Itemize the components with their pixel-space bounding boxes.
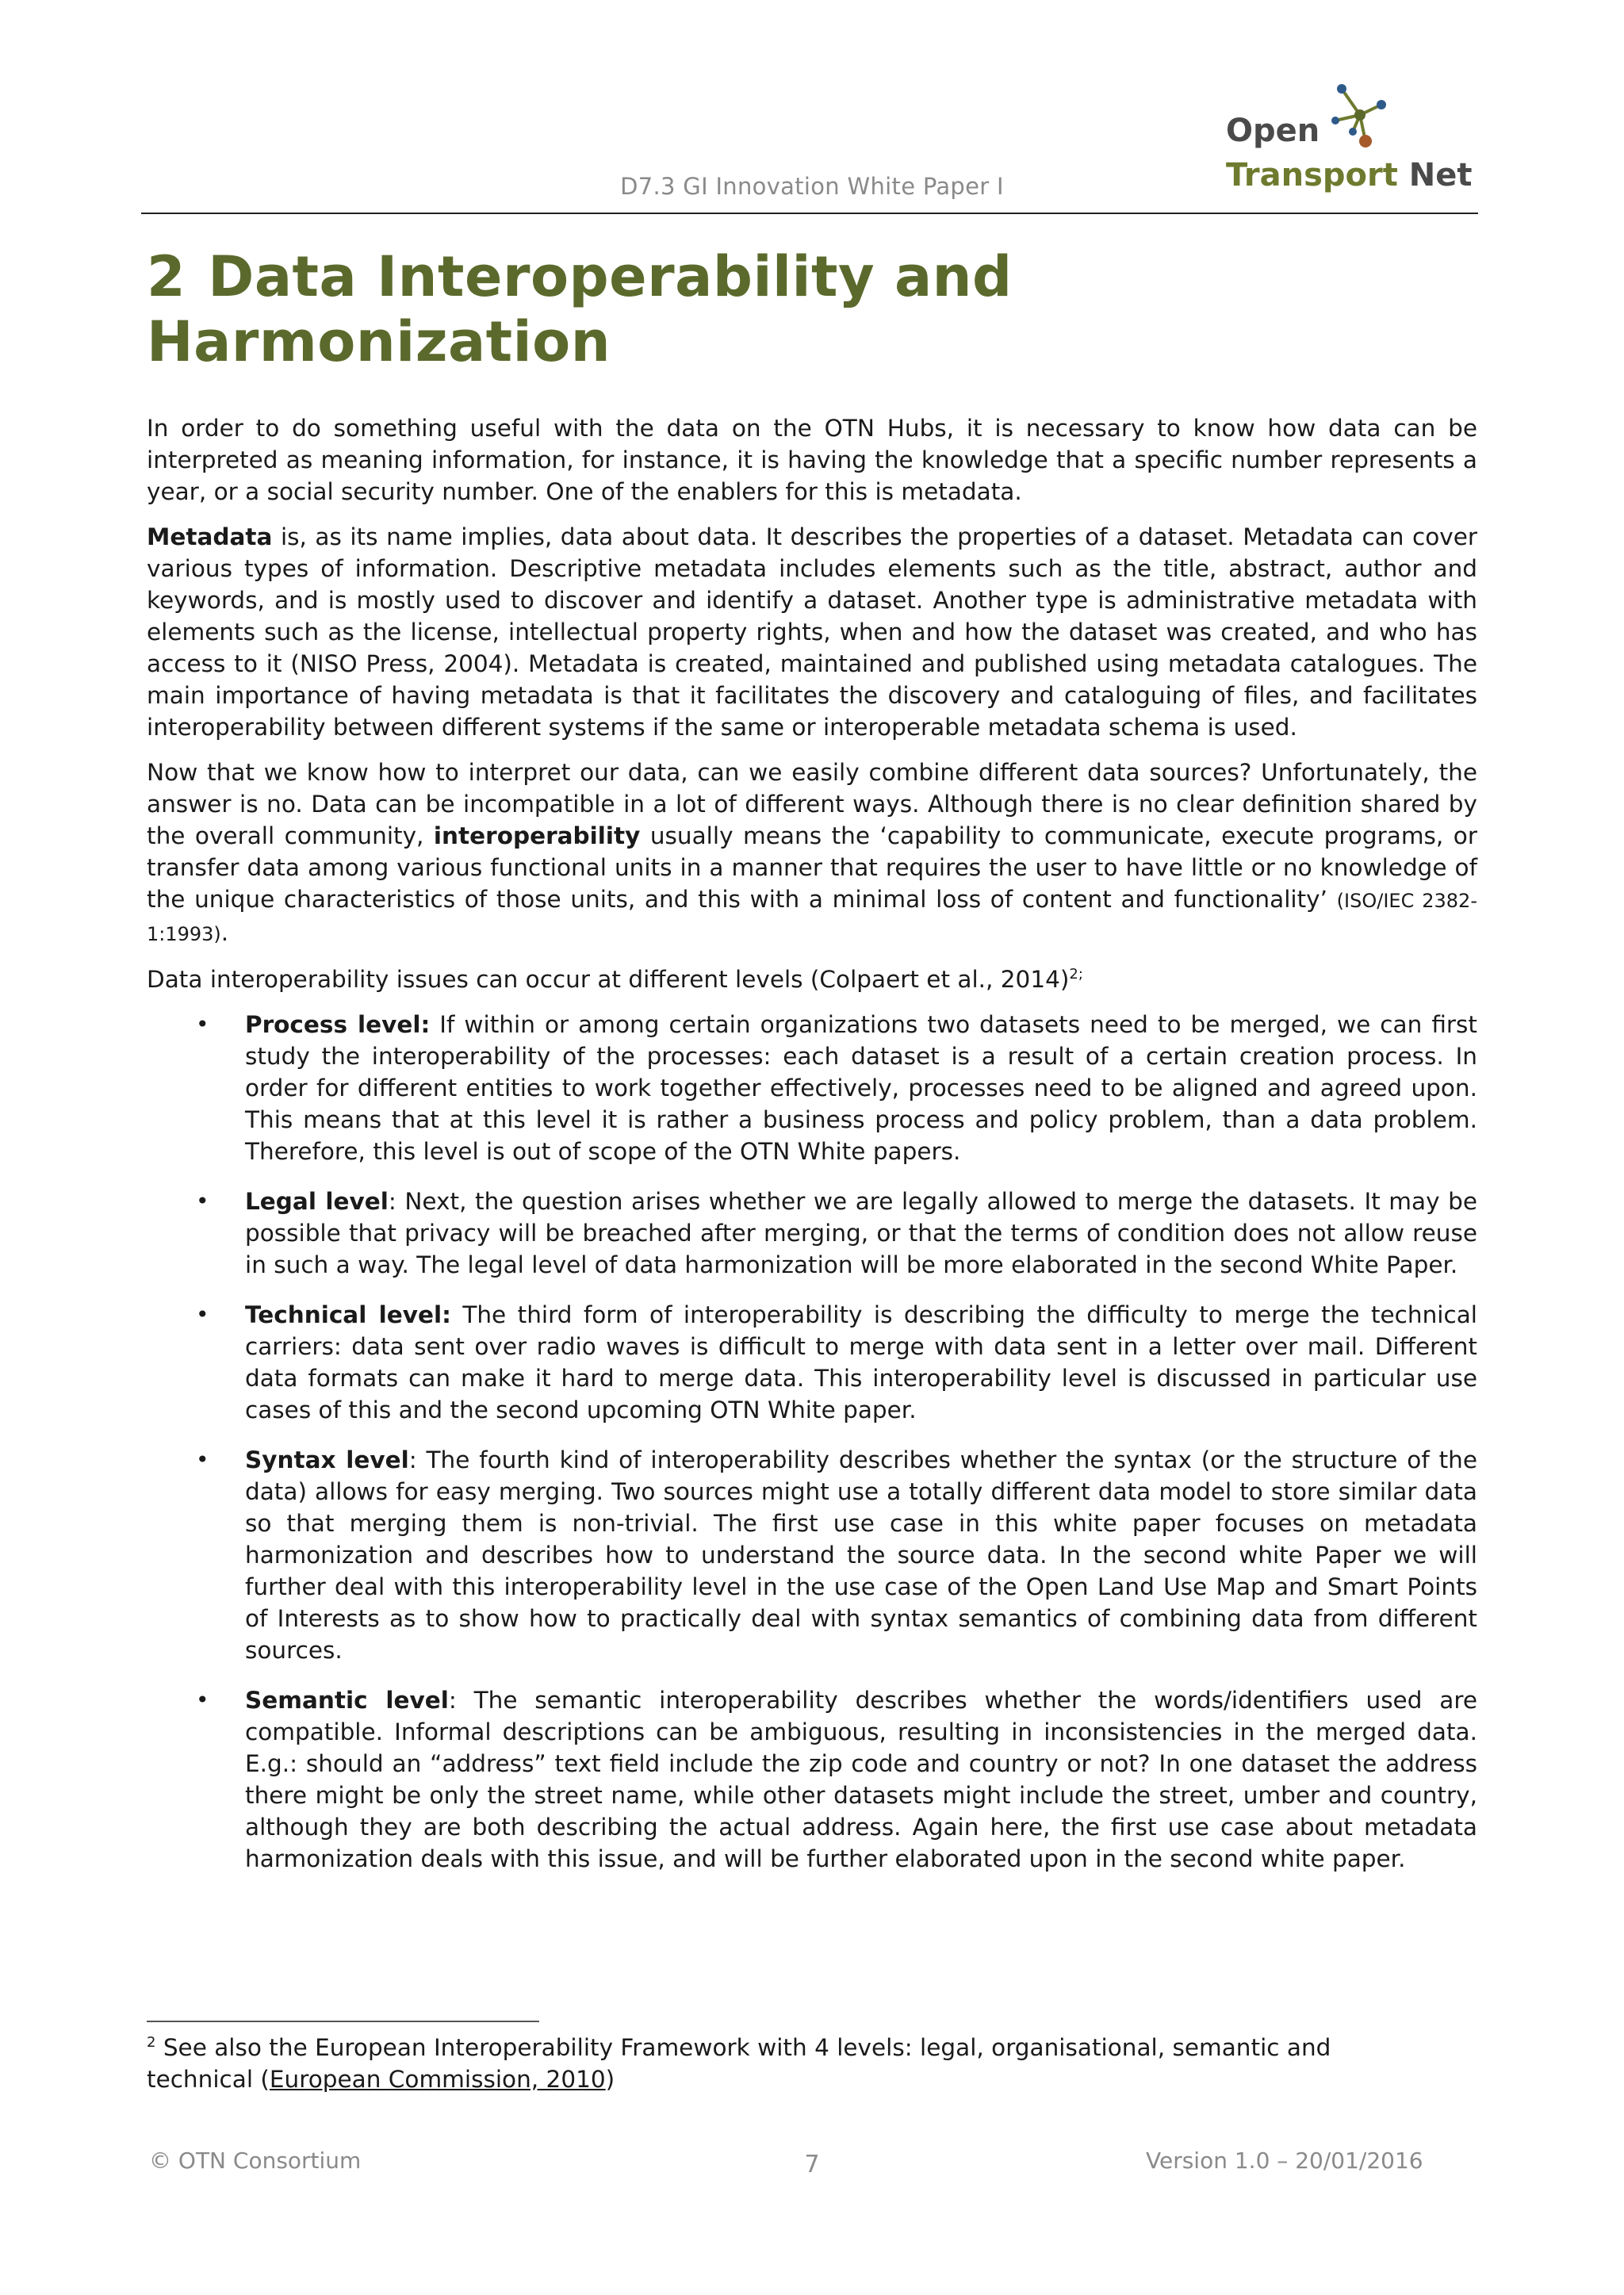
level-term: Semantic level xyxy=(245,1687,449,1714)
list-item-legal-level xyxy=(147,1186,1477,1281)
level-text: If within or among certain organizations two datasets need to be merged, we can first study the interoperability of the processes: each dataset is a result of a certain creation process. In order for different entities to work together effectively, processes need to be aligned and agreed upon. This means that at this level it is rather a business process and policy problem, than a data problem. Therefore, this level is out of scope of the OTN White papers. xyxy=(245,1011,1477,1165)
network-logo-icon xyxy=(1324,79,1396,155)
list-item-technical-level xyxy=(147,1299,1477,1426)
running-header: D7.3 GI Innovation White Paper I xyxy=(620,173,1004,200)
header-divider xyxy=(141,213,1478,214)
paragraph-levels-intro xyxy=(147,964,1477,995)
paragraph-intro: In order to do something useful with the data on the OTN Hubs, it is necessary to know how data can be interpreted as meaning information, for instance, it is having the knowledge that a specific number represents a year, or a social security number. One of the enablers for this is metadata. xyxy=(147,415,1477,505)
footer-version: Version 1.0 – 20/01/2016 xyxy=(1146,2147,1423,2174)
otn-logo xyxy=(1225,79,1473,206)
list-item-syntax-level xyxy=(147,1444,1477,1666)
paragraph-metadata xyxy=(147,521,1477,743)
term-metadata: Metadata xyxy=(147,523,273,550)
logo-net-text: Net xyxy=(1408,157,1473,193)
logo-transport-text: Transport xyxy=(1226,157,1398,193)
chapter-heading xyxy=(147,244,1477,374)
bullet-icon: • xyxy=(196,1446,209,1473)
paragraph-interoperability xyxy=(147,757,1477,950)
footer-copyright: © OTN Consortium xyxy=(149,2147,362,2174)
footnote-end: ) xyxy=(605,2066,615,2093)
level-text: : The semantic interoperability describes whether the words/identifiers used are compatible. Informal descriptions can be ambiguous, resulting in inconsistencies in the merged data. E.g.: should an “address” text field include the zip code and country or not? In one dataset the address there might be only the street name, while other datasets might include the street, umber and country, although they are both describing the actual address. Again here, the first use case about metadata harmonization deals with this issue, and will be further elaborated upon in the second white paper. xyxy=(245,1687,1477,1872)
chapter-title: Data Interoperability and Harmonization xyxy=(147,244,1013,374)
footnote-marker: 2 xyxy=(147,2034,156,2052)
page-body xyxy=(147,238,1477,1893)
level-term: Syntax level xyxy=(245,1446,409,1473)
bullet-icon: • xyxy=(196,1011,209,1037)
level-text: : Next, the question arises whether we are legally allowed to merge the datasets. It may be possible that privacy will be breached after merging, or that the terms of condition does not allow reuse in such a way. The legal level of data harmonization will be more elaborated in the second White Paper. xyxy=(245,1188,1477,1278)
paragraph-interop-text-a: Now that we know how to interpret our data, can we easily combine different data sources? Unfortunately, the answer is no. Data can be incompatible in a lot of different ways. Although there is no clear definition shared by the overall community, xyxy=(147,759,1477,849)
bullet-icon: • xyxy=(196,1687,209,1713)
iso-citation: (ISO/IEC 2382-1:1993) xyxy=(147,890,1477,945)
footnote-reference[interactable]: 2; xyxy=(1069,966,1083,983)
footnote-divider xyxy=(147,2021,539,2022)
level-term: Legal level xyxy=(245,1188,389,1215)
page-number: 7 xyxy=(804,2151,820,2178)
paragraph-interop-end: . xyxy=(220,919,229,946)
level-term: Technical level: xyxy=(245,1301,451,1328)
footnote-text: See also the European Interoperability Framework with 4 levels: legal, organisational, semantic and technical ( xyxy=(147,2034,1331,2093)
levels-intro-text: Data interoperability issues can occur at different levels (Colpaert et al., 2014) xyxy=(147,966,1070,993)
interoperability-levels-list xyxy=(147,1009,1477,1875)
footnote-citation-link[interactable]: European Commission, 2010 xyxy=(269,2066,606,2093)
paragraph-interop-text-b: usually means the ‘capability to communicate, execute programs, or transfer data among various functional units in a manner that requires the user to have little or no knowledge of the unique characteristics of those units, and this with a minimal loss of content and functionality’ xyxy=(147,822,1477,913)
list-item-process-level xyxy=(147,1009,1477,1167)
logo-word-transport xyxy=(1226,157,1473,193)
level-term: Process level: xyxy=(245,1011,431,1038)
footnote xyxy=(147,2032,1415,2095)
bullet-icon: • xyxy=(196,1188,209,1214)
term-interoperability: interoperability xyxy=(433,822,641,849)
logo-word-open: Open xyxy=(1226,113,1320,149)
paragraph-metadata-text: is, as its name implies, data about data. It describes the properties of a dataset. Metadata can cover various types of information. Descriptive metadata includes elements such as the title, abstract, author and keywords, and is mostly used to discover and identify a dataset. Another type is administrative metadata with elements such as the license, intellectual property rights, when and how the dataset was created, and who has access to it (NISO Press, 2004). Metadata is created, maintained and published using metadata catalogues. The main importance of having metadata is that it facilitates the discovery and cataloguing of files, and facilitates interoperability between different systems if the same or interoperable metadata schema is used. xyxy=(147,523,1477,741)
level-text: The third form of interoperability is describing the difficulty to merge the technical carriers: data sent over radio waves is difficult to merge with data sent in a letter over mail. Different data formats can make it hard to merge data. This interoperability level is discussed in particular use cases of this and the second upcoming OTN White paper. xyxy=(245,1301,1477,1423)
bullet-icon: • xyxy=(196,1301,209,1328)
chapter-number: 2 xyxy=(147,244,186,309)
level-text: : The fourth kind of interoperability describes whether the syntax (or the structure of the data) allows for easy merging. Two sources might use a totally different data model to store similar data so that merging them is non-trivial. The first use case in this white paper focuses on metadata harmonization and describes how to understand the source data. In the second white Paper we will further deal with this interoperability level in the use case of the Open Land Use Map and Smart Points of Interests as to show how to practically deal with syntax semantics of combining data from different sources. xyxy=(245,1446,1477,1664)
list-item-semantic-level xyxy=(147,1684,1477,1875)
